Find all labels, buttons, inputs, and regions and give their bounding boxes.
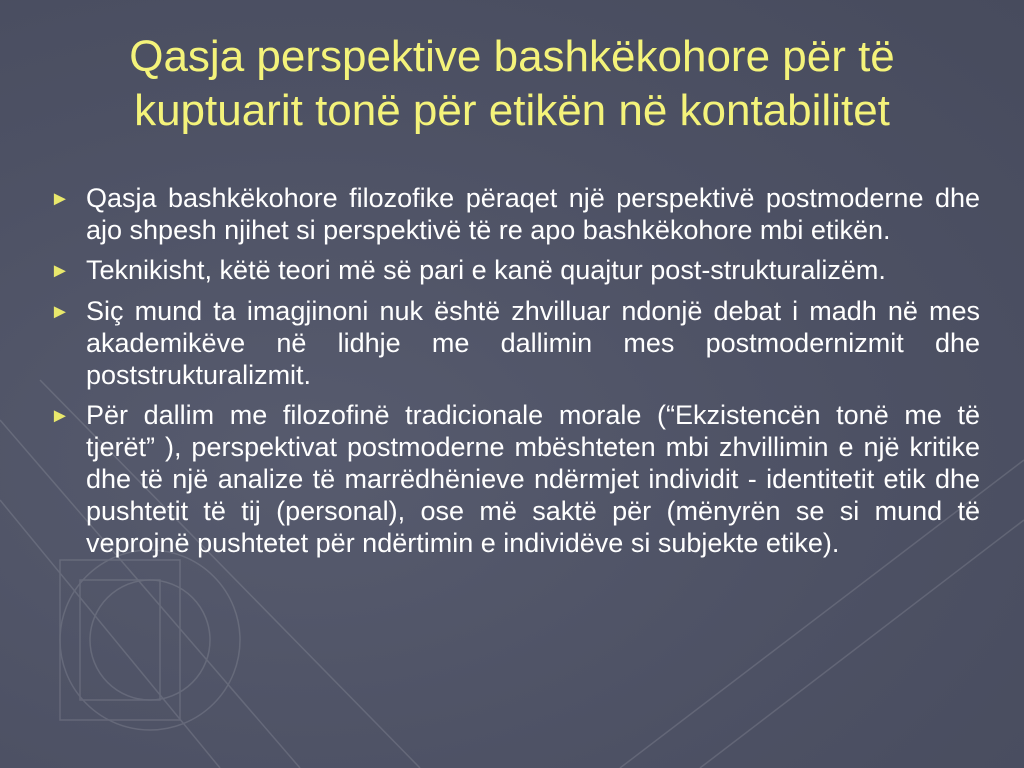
triangle-bullet-icon: ► <box>50 188 70 210</box>
bullet-list <box>50 182 980 567</box>
bullet-text: Për dallim me filozofinë tradicionale morale (“Ekzistencën tonë me të tjerët” ), perspektivat postmoderne mbështeten mbi zhvillimin e një kritike dhe të një analize të marrëdhënieve ndërmjet individit - identitetit etik dhe pushtetit të tij (personal), ose më saktë për (mënyrën se si mund të veprojnë pushtetet për ndërtimin e individëve si subjekte etike). <box>86 400 980 558</box>
bullet-item <box>50 182 980 246</box>
triangle-bullet-icon: ► <box>50 260 70 282</box>
bullet-item <box>50 399 980 559</box>
bullet-text: Siç mund ta imagjinoni nuk është zhvilluar ndonjë debat i madh në mes akademikëve në lidhje me dallimin mes postmodernizmit dhe poststrukturalizmit. <box>86 296 980 390</box>
triangle-bullet-icon: ► <box>50 405 70 427</box>
slide-title: Qasja perspektive bashkëkohore për të kuptuarit tonë për etikën në kontabilitet <box>129 32 895 135</box>
bullet-text: Teknikisht, këtë teori më së pari e kanë quajtur post-strukturalizëm. <box>86 255 886 285</box>
triangle-bullet-icon: ► <box>50 301 70 323</box>
bullet-text: Qasja bashkëkohore filozofike përaqet një perspektivë postmoderne dhe ajo shpesh njihet si perspektivë të re apo bashkëkohore mbi etikën. <box>86 183 980 245</box>
bullet-item <box>50 254 980 287</box>
bullet-item <box>50 295 980 391</box>
